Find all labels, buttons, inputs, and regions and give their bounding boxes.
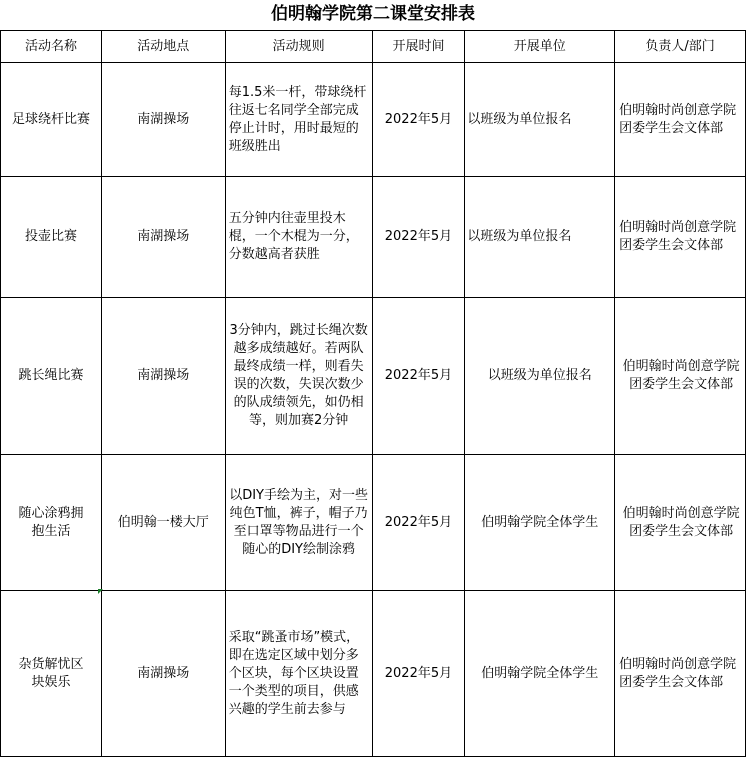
unit-cell[interactable]: 以班级为单位报名 [465,63,615,177]
place-cell[interactable]: 伯明翰一楼大厅 [101,455,225,591]
rule-cell[interactable]: 每1.5米一杆，带球绕杆往返七名同学全部完成停止计时，用时最短的班级胜出 [225,63,372,177]
activity-name-cell[interactable]: 随心涂鸦拥抱生活 [1,455,102,591]
header-row [1,31,746,63]
activity-name-cell[interactable]: 跳长绳比赛 [1,298,102,455]
unit-cell[interactable]: 以班级为单位报名 [465,298,615,455]
rule-cell[interactable]: 五分钟内往壶里投木棍，一个木棍为一分，分数越高者获胜 [225,177,372,298]
cell-comment-marker [98,589,103,594]
table-row [1,63,746,177]
header-cell[interactable]: 开展时间 [372,31,465,63]
responsible-cell[interactable]: 伯明翰时尚创意学院团委学生会文体部 [615,455,746,591]
activity-name-cell[interactable]: 投壶比赛 [1,177,102,298]
table-row [1,591,746,757]
place-cell[interactable]: 南湖操场 [101,177,225,298]
header-cell[interactable]: 活动地点 [101,31,225,63]
table-row [1,298,746,455]
schedule-table [0,30,746,757]
rule-cell[interactable]: 3分钟内，跳过长绳次数越多成绩越好。若两队最终成绩一样，则看失误的次数，失误次数少的队成绩领先，如仍相等，则加赛2分钟 [225,298,372,455]
responsible-cell[interactable]: 伯明翰时尚创意学院团委学生会文体部 [615,63,746,177]
table-row [1,455,746,591]
header-cell[interactable]: 负责人/部门 [615,31,746,63]
sheet-title: 伯明翰学院第二课堂安排表 [271,4,475,24]
header-cell[interactable]: 活动规则 [225,31,372,63]
responsible-cell[interactable]: 伯明翰时尚创意学院团委学生会文体部 [615,298,746,455]
responsible-cell[interactable]: 伯明翰时尚创意学院团委学生会文体部 [615,177,746,298]
header-cell[interactable]: 开展单位 [465,31,615,63]
activity-name-cell[interactable]: 足球绕杆比赛 [1,63,102,177]
rule-cell[interactable]: 采取“跳蚤市场”模式，即在选定区域中划分多个区块，每个区块设置一个类型的项目，供感兴趣的学生前去参与 [225,591,372,757]
time-cell[interactable]: 2022年5月 [372,177,465,298]
responsible-cell[interactable]: 伯明翰时尚创意学院团委学生会文体部 [615,591,746,757]
place-cell[interactable]: 南湖操场 [101,63,225,177]
time-cell[interactable]: 2022年5月 [372,298,465,455]
rule-cell[interactable]: 以DIY手绘为主，对一些纯色T恤，裤子，帽子乃至口罩等物品进行一个随心的DIY绘制涂鸦 [225,455,372,591]
time-cell[interactable]: 2022年5月 [372,455,465,591]
unit-cell[interactable]: 伯明翰学院全体学生 [465,591,615,757]
time-cell[interactable]: 2022年5月 [372,591,465,757]
time-cell[interactable]: 2022年5月 [372,63,465,177]
unit-cell[interactable]: 以班级为单位报名 [465,177,615,298]
place-cell[interactable]: 南湖操场 [101,591,225,757]
place-cell[interactable]: 南湖操场 [101,298,225,455]
activity-name-cell[interactable]: 杂货解忧区块娱乐 [1,591,102,757]
table-row [1,177,746,298]
header-cell[interactable]: 活动名称 [1,31,102,63]
unit-cell[interactable]: 伯明翰学院全体学生 [465,455,615,591]
